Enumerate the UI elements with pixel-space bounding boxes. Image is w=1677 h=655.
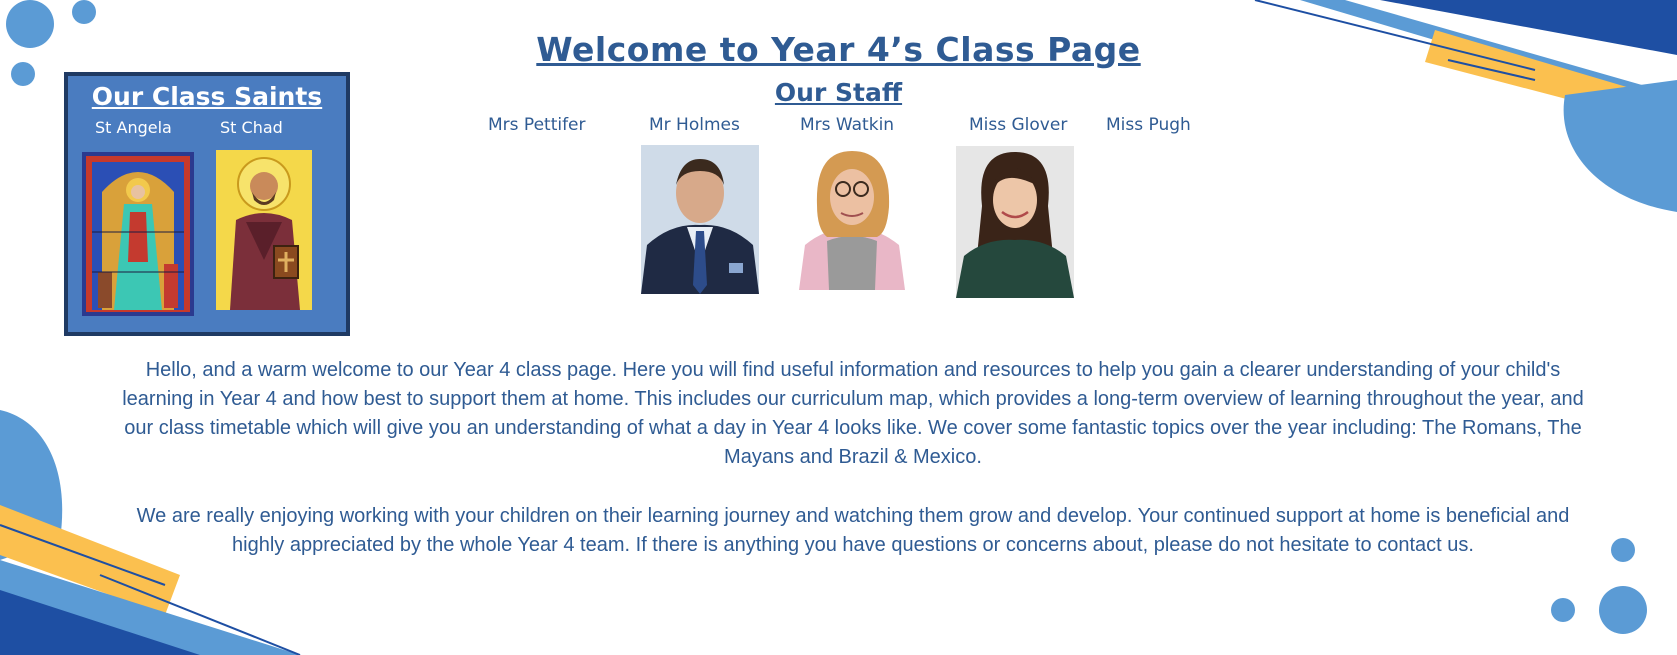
st-chad-image <box>216 150 312 310</box>
decor-circle <box>72 0 96 24</box>
intro-paragraph-1: Hello, and a warm welcome to our Year 4 class page. Here you will find useful information and resources to help you gain a clearer understanding of your child's learning in Year 4 and how best to support them at home. This includes our curriculum map, which provides a long-term overview of learning throughout the year, and our class timetable which will give you an understanding of what a day in Year 4 looks like. We cover some fantastic topics over the year including: The Romans, The Mayans and Brazil & Mexico. <box>122 359 1584 468</box>
photo-holmes <box>641 145 759 294</box>
intro-paragraph-2: We are really enjoying working with your children on their learning journey and watching them grow and develop. Your continued support at home is beneficial and highly appreciated by the whole Year 4 team. If there is anything you have questions or concerns about, please do not hesitate to contact us. <box>136 505 1570 556</box>
class-saints-panel <box>64 72 350 336</box>
saints-title: Our Class Saints <box>91 82 323 111</box>
staff-name-glover: Miss Glover <box>969 115 1068 135</box>
staff-name-pugh: Miss Pugh <box>1106 115 1191 135</box>
st-angela-image <box>82 152 194 316</box>
staff-name-watkin: Mrs Watkin <box>800 115 895 135</box>
staff-name-pettifer: Mrs Pettifer <box>488 115 586 135</box>
photo-glover <box>956 146 1074 298</box>
staff-name-holmes: Mr Holmes <box>649 115 740 135</box>
photo-watkin <box>797 145 907 290</box>
saint-name-chad: St Chad <box>220 118 283 137</box>
decor-circle <box>1611 538 1635 562</box>
decor-circle <box>1599 586 1647 634</box>
decor-circle <box>1551 598 1575 622</box>
staff-title: Our Staff <box>774 78 903 107</box>
saint-name-angela: St Angela <box>95 118 172 137</box>
page-title: Welcome to Year 4’s Class Page <box>536 30 1141 69</box>
